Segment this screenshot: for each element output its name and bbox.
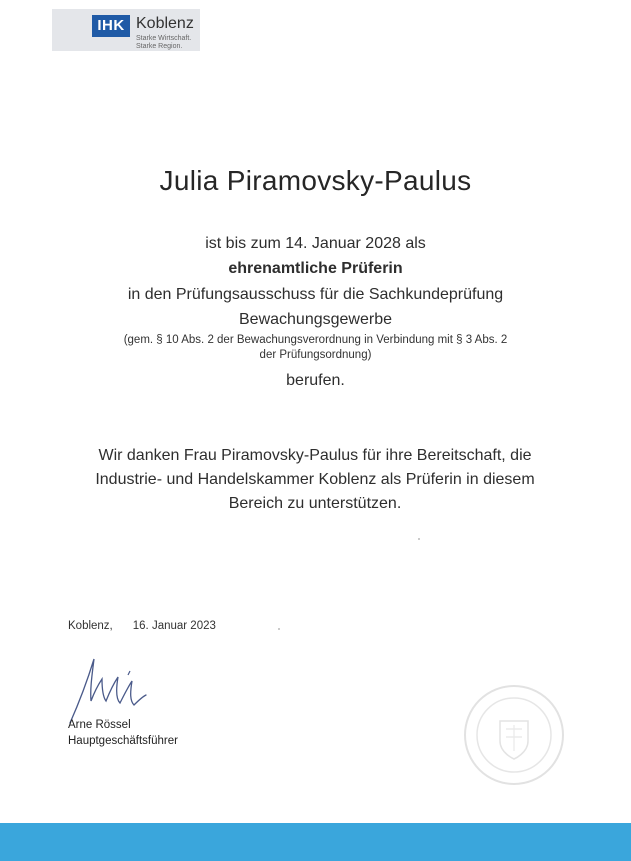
logo-brand-box: IHK bbox=[92, 15, 130, 37]
appointment-line-1: ist bis zum 14. Januar 2028 als bbox=[205, 235, 426, 252]
footer-color-bar bbox=[0, 823, 631, 861]
place-date bbox=[68, 620, 216, 632]
appointment-line-4: Bewachungsgewerbe bbox=[239, 311, 392, 328]
signer-title: Hauptgeschäftsführer bbox=[68, 735, 178, 747]
embossed-seal bbox=[462, 683, 566, 787]
ihk-logo bbox=[52, 9, 212, 53]
appointment-line-5: berufen. bbox=[286, 372, 345, 389]
handwritten-signature bbox=[58, 645, 158, 725]
logo-city: Koblenz bbox=[136, 15, 194, 32]
signer-name: Arne Rössel bbox=[68, 719, 131, 731]
date: 16. Januar 2023 bbox=[132, 620, 216, 632]
logo-tagline-1: Starke Wirtschaft. bbox=[136, 35, 192, 42]
paper-speck bbox=[418, 538, 420, 540]
paper-speck bbox=[278, 628, 280, 630]
recipient-name: Julia Piramovsky-Paulus bbox=[159, 165, 472, 196]
legal-reference-2: der Prüfungsordnung) bbox=[259, 349, 372, 361]
place: Koblenz, bbox=[68, 620, 113, 632]
appointment-line-3: in den Prüfungsausschuss für die Sachkundeprüfung bbox=[127, 286, 504, 303]
appointment-role: ehrenamtliche Prüferin bbox=[228, 260, 403, 277]
thanks-paragraph: Wir danken Frau Piramovsky-Paulus für ihre Bereitschaft, die Industrie- und Handelskammer Koblenz als Prüferin in diesem Bereich zu unterstützen. bbox=[95, 447, 535, 512]
logo-tagline-2: Starke Region. bbox=[136, 43, 183, 50]
legal-reference-1: (gem. § 10 Abs. 2 der Bewachungsverordnung in Verbindung mit § 3 Abs. 2 bbox=[123, 334, 508, 346]
logo-tagline bbox=[136, 35, 191, 51]
